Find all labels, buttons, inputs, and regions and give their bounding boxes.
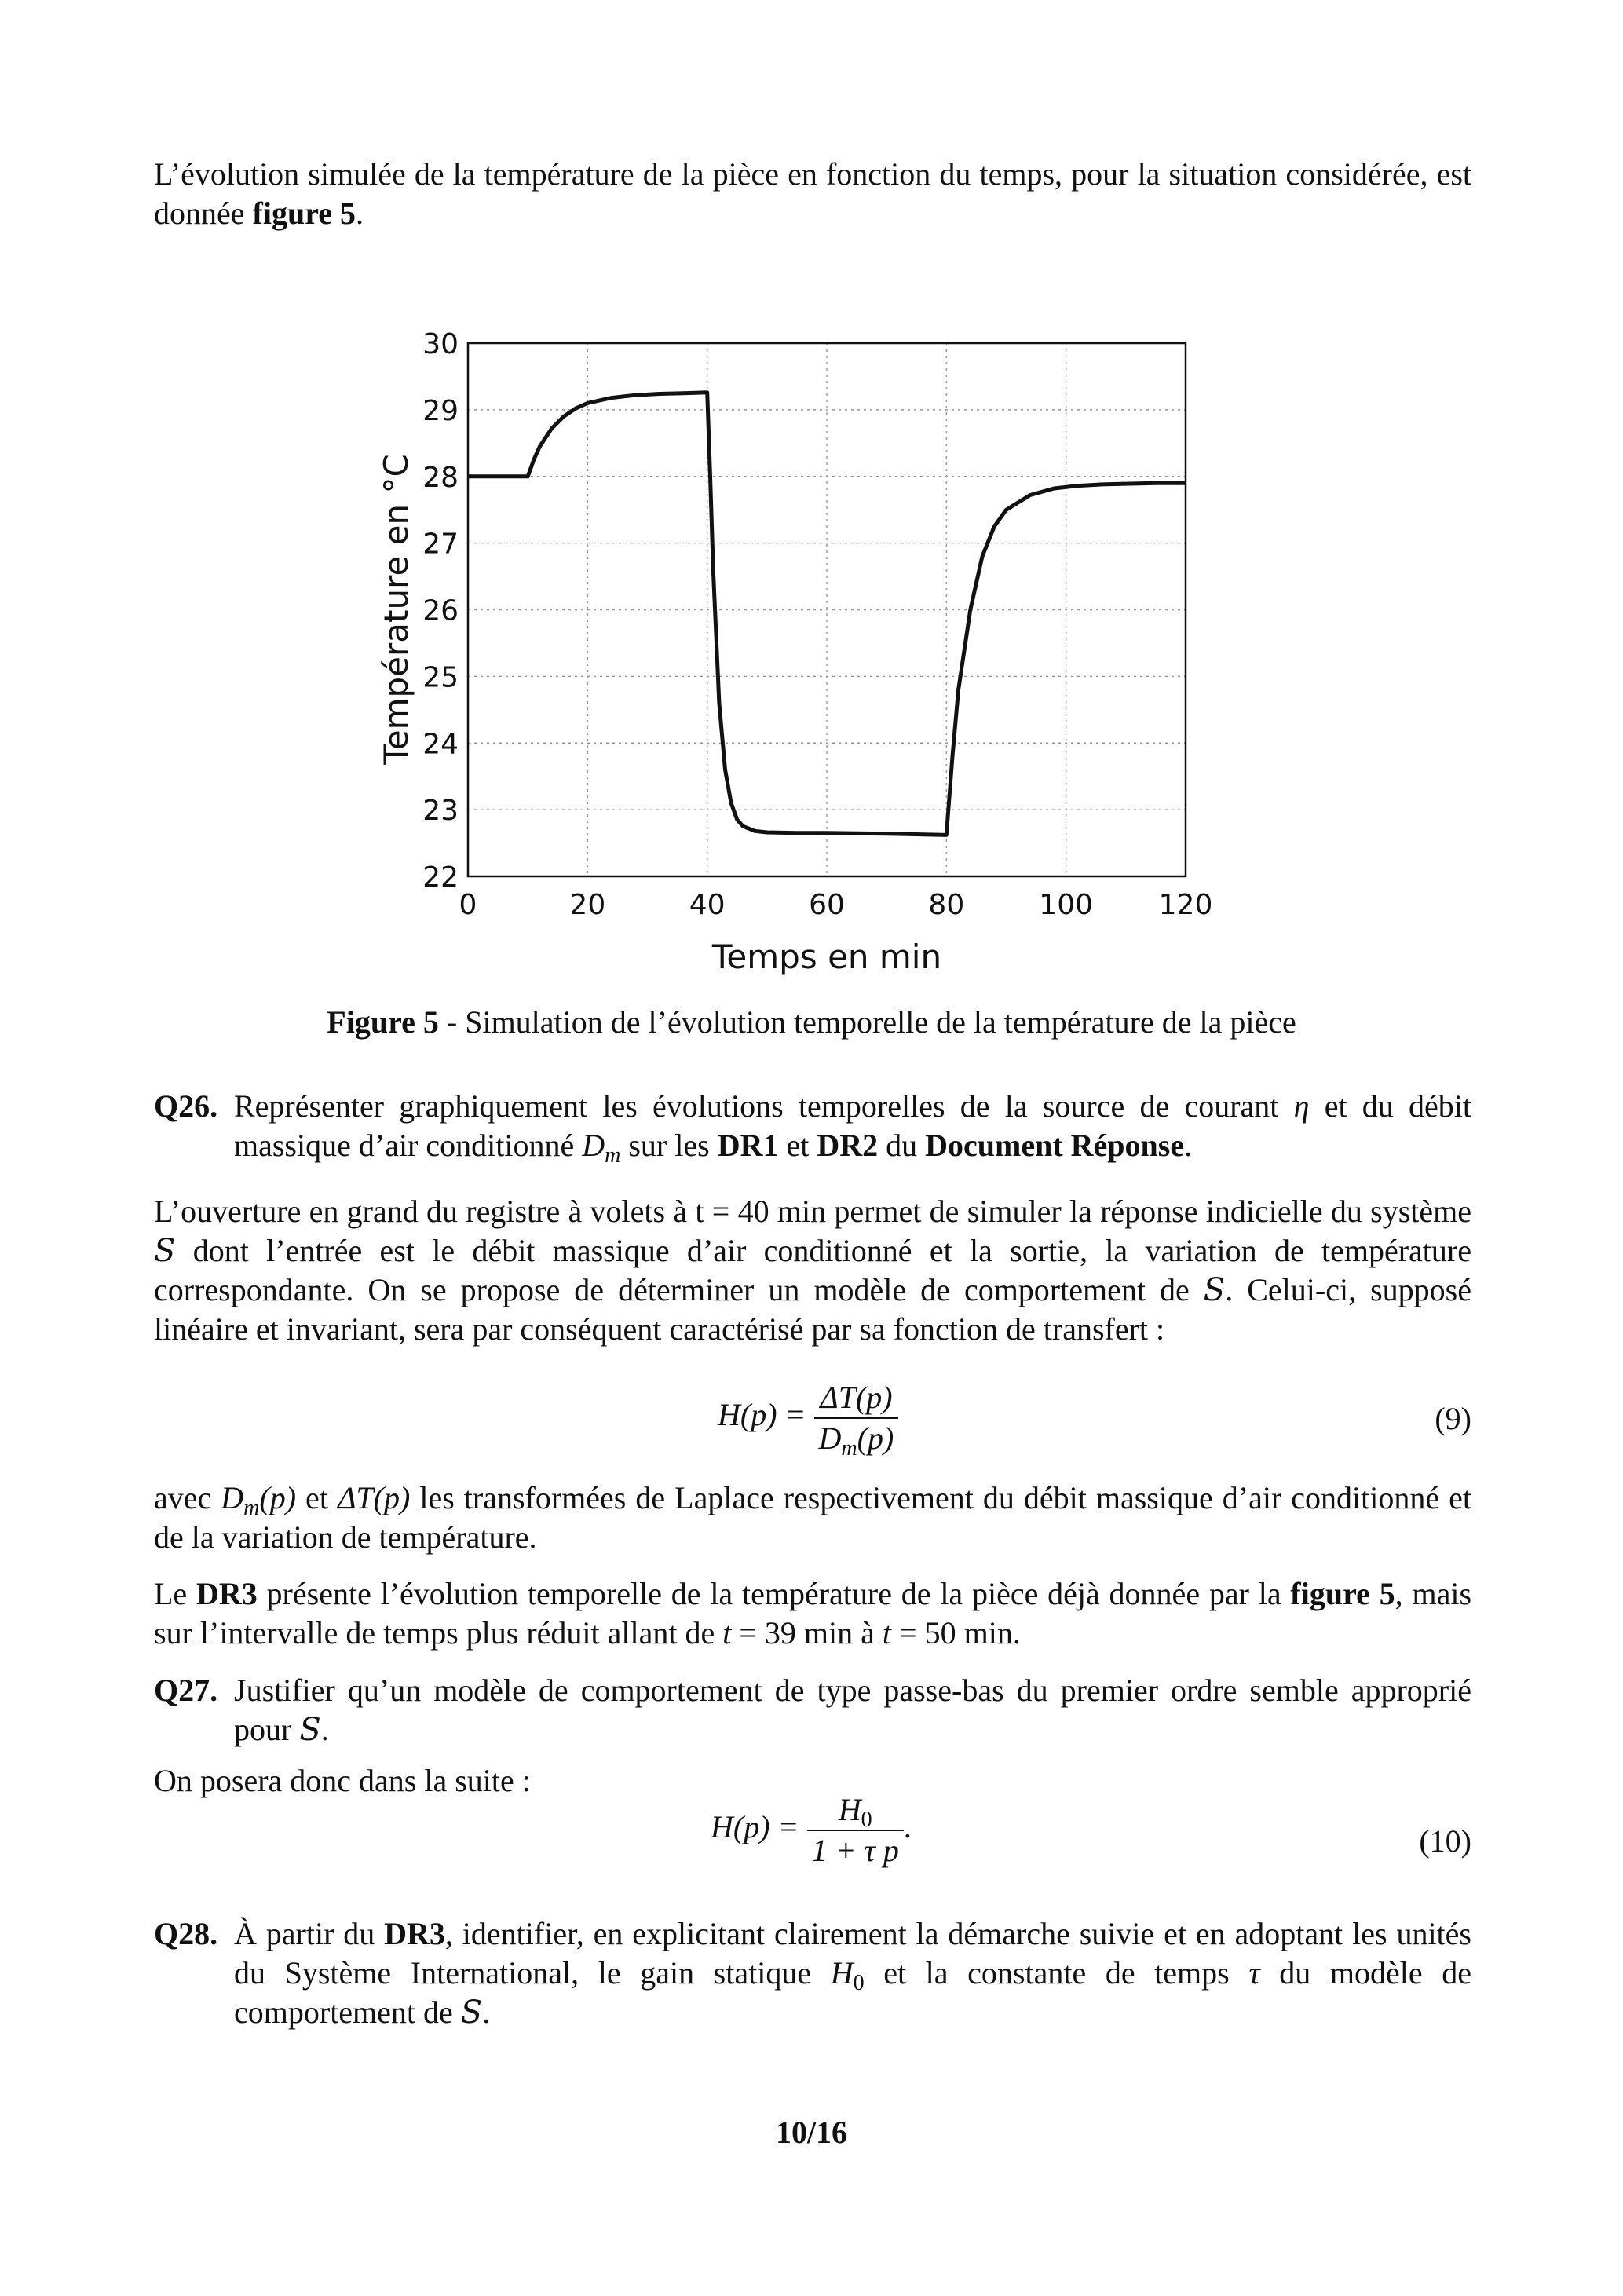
page-number: 10/16 — [775, 2115, 848, 2150]
y-tick-label: 26 — [422, 594, 459, 627]
question-label: Q26. — [154, 1088, 218, 1124]
y-tick-label: 25 — [422, 661, 459, 694]
question-label: Q27. — [154, 1673, 218, 1708]
y-tick-label: 22 — [422, 861, 459, 894]
paragraph-dr3: Le DR3 présente l’évolution temporelle de la température de la pièce déjà donnée par la figure 5, mais sur l’intervalle de temps plus réduit allant de t = 39 min à t = 50 min. — [154, 1576, 1472, 1651]
y-tick-label: 23 — [422, 795, 459, 828]
equation-9: H(p) = $\frac{\Delta T(p)}{D_m(p)}$ — [718, 1378, 898, 1458]
intro-paragraph: L’évolution simulée de la température de la pièce en fonction du temps, pour la situation considérée, est donnée figure 5. — [154, 156, 1471, 231]
x-tick-label: 60 — [809, 889, 845, 921]
question-26: Q26. Représenter graphiquement les évolutions temporelles de la source de courant η et du débit massique d’air conditionné $D_m$ sur les DR1 et DR2 du Document Réponse. — [154, 1088, 1471, 1168]
y-tick-label: 24 — [422, 728, 459, 761]
y-tick-label: 28 — [422, 461, 459, 494]
x-tick-labels — [459, 889, 1213, 921]
chart-grid — [468, 343, 1186, 876]
equation-10-number: (10) — [1419, 1823, 1471, 1859]
question-label: Q28. — [154, 1916, 218, 1951]
x-axis-label: Temps en min — [711, 938, 942, 976]
equation-10: H(p) = $\frac{H_0}{\text{1 + τ p}}$ . — [711, 1792, 912, 1868]
paragraph-laplace: avec $D_m(p)$ et ΔT(p) les transformées de Laplace respectivement du débit massique d’air conditionné et de la variation de température. — [154, 1480, 1471, 1555]
x-tick-label: 80 — [928, 889, 965, 921]
y-tick-label: 29 — [422, 394, 459, 427]
temperature-chart — [361, 322, 1264, 989]
y-tick-label: 30 — [422, 328, 459, 360]
question-28: Q28. À partir du DR3, identifier, en explicitant clairement la démarche suivie et en adoptant les unités du Système International, le gain statique $H_0$ et la constante de temps τ du modèle de comportement de S. — [154, 1916, 1471, 2031]
paragraph-posera: On posera donc dans la suite : — [154, 1763, 531, 1798]
y-axis-label: Température en °C — [377, 454, 415, 765]
question-27: Q27. Justifier qu’un modèle de comportement de type passe-bas du premier ordre semble approprié pour S. — [154, 1673, 1471, 1748]
x-tick-label: 20 — [569, 889, 606, 921]
y-tick-label: 27 — [422, 528, 459, 561]
x-tick-label: 100 — [1039, 889, 1094, 921]
x-tick-label: 40 — [689, 889, 726, 921]
paragraph-system: L’ouverture en grand du registre à volets à t = 40 min permet de simuler la réponse indicielle du système S dont l’entrée est le débit massique d’air conditionné et la sortie, la variation de température correspondante. On se propose de déterminer un modèle de comportement de S. Celui-ci, supposé linéaire et invariant, sera par conséquent caractérisé par sa fonction de transfert : — [154, 1194, 1471, 1347]
x-tick-label: 0 — [459, 889, 477, 921]
equation-9-number: (9) — [1435, 1401, 1471, 1436]
x-tick-label: 120 — [1158, 889, 1213, 921]
figure-caption: Figure 5 - Simulation de l’évolution temporelle de la température de la pièce — [327, 1004, 1296, 1040]
figure-ref: figure 5 — [252, 196, 356, 231]
y-tick-labels — [422, 328, 459, 894]
